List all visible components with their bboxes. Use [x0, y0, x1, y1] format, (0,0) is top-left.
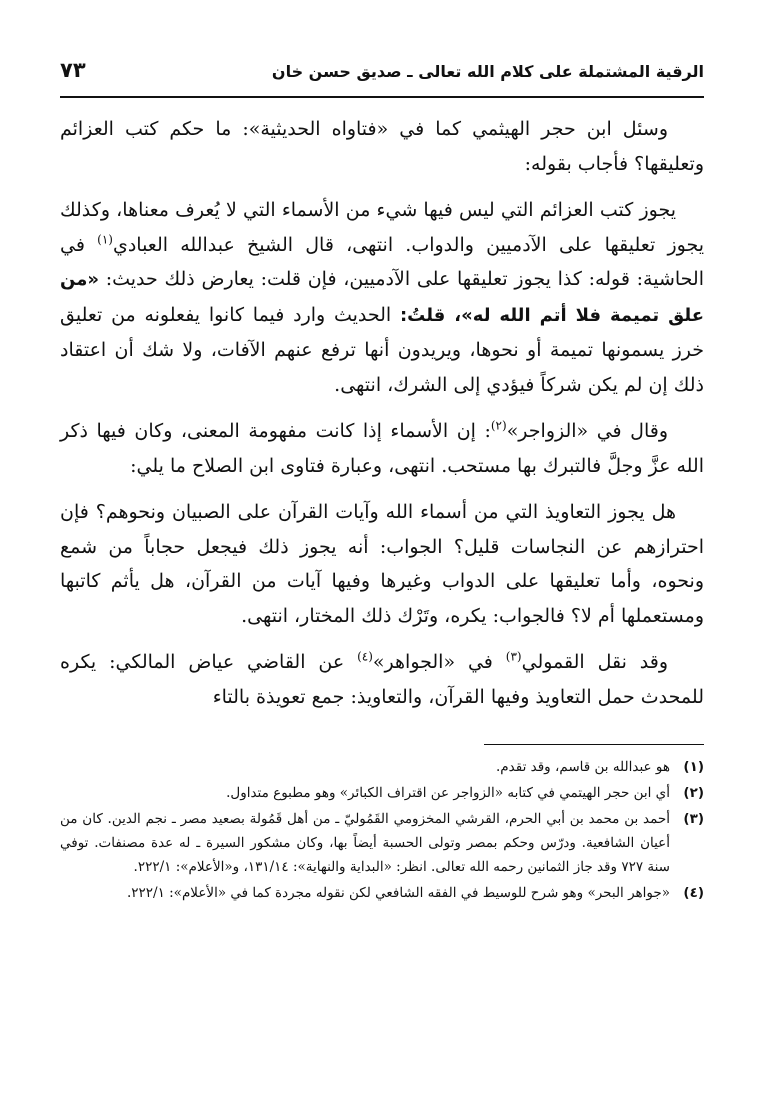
paragraph-5 — [60, 645, 704, 714]
footnote-number: (١) — [683, 759, 704, 775]
footnotes — [60, 755, 704, 905]
footnote-text: أي ابن حجر الهيتمي في كتابه «الزواجر عن اقتراف الكبائر» وهو مطبوع متداول. — [226, 785, 670, 801]
footnote-ref-2: (٢) — [490, 418, 507, 433]
paragraph-3-text-a: وقال في «الزواجر» — [506, 420, 668, 442]
paragraph-2-text-a: يجوز كتب العزائم التي ليس فيها شيء من الأسماء التي لا يُعرف معناها، وكذلك يجوز تعليقها على الآدميين والدواب. انتهى، قال الشيخ عبدالله العبادي — [60, 199, 704, 256]
paragraph-2-text-b: في الحاشية: قوله: كذا يجوز تعليقها على الآدميين، فإن قلت: يعارض ذلك حديث: — [60, 233, 704, 290]
paragraph-4-text: هل يجوز التعاويذ التي من أسماء الله وآيات القرآن على الصبيان ونحوهم؟ فإن احترازهم عن النجاسات قليل؟ الجواب: أنه يجوز ذلك فيجعل حجاباً من شمع ونحوه، وأما تعليقها على الدواب وغيرها وفيها آيات من القرآن، هل يأثم كاتبها ومستعملها أم لا؟ فالجواب: يكره، وتَرْك ذلك المختار، انتهى. — [60, 501, 704, 627]
footnote-number: (٢) — [683, 785, 704, 801]
paragraph-5-text-a: وقد نقل القمولي — [521, 651, 668, 673]
paragraph-2 — [60, 193, 704, 402]
paragraph-5-text-b: في «الجواهر» — [372, 651, 506, 673]
footnote-number: (٤) — [683, 885, 704, 901]
header-divider — [60, 96, 704, 98]
footnote-text: أحمد بن محمد بن أبي الحرم، القرشي المخزومي القَمُوليّ ـ من أهل قَمُولة بصعيد مصر ـ نجم الدين. كان من أعيان الشافعية. ودرّس وحكم بمصر وتولى الحسبة أيضاً بها، وكان مشكور السيرة ـ له عدة مصنفات. توفي سنة ٧٢٧ وقد جاز الثمانين رحمه الله تعالى. انظر: «البداية والنهاية»: ١٣١/١٤، و«الأعلام»: ٢٢٢/١. — [60, 811, 670, 875]
paragraph-5-text-c: عن القاضي عياض المالكي: يكره للمحدث حمل التعاويذ وفيها القرآن، والتعاويذ: جمع تعويذة بالتاء — [60, 651, 704, 708]
running-header — [60, 58, 704, 90]
footnote-text: هو عبدالله بن قاسم، وقد تقدم. — [496, 759, 670, 775]
footnote-number: (٣) — [683, 811, 704, 827]
footnote — [60, 807, 704, 879]
paragraph-1-text: وسئل ابن حجر الهيثمي كما في «فتاواه الحديثية»: ما حكم كتب العزائم وتعليقها؟ فأجاب بقوله: — [60, 118, 704, 175]
footnote — [60, 755, 704, 779]
paragraph-1 — [60, 112, 704, 181]
hadith-quote: «من علق تميمة فلا أتم الله له»، قلتُ: — [60, 269, 704, 326]
paragraph-3-text-b: : إن الأسماء إذا كانت مفهومة المعنى، وكان فيها ذكر الله عزَّ وجلَّ فالتبرك بها مستحب. انتهى، وعبارة فتاوى ابن الصلاح ما يلي: — [60, 420, 704, 477]
page-number: ٧٣ — [60, 58, 86, 82]
footnote-ref-3: (٣) — [505, 649, 522, 664]
footnote-divider — [484, 744, 704, 745]
header-title: الرقية المشتملة على كلام الله تعالى ـ صديق حسن خان — [271, 62, 704, 81]
footnote-text: «جواهر البحر» وهو شرح للوسيط في الفقه الشافعي لكن نقوله مجردة كما في «الأعلام»: ٢٢٢/١. — [126, 885, 670, 901]
footnote — [60, 881, 704, 905]
footnote-ref-4: (٤) — [357, 649, 373, 664]
main-text — [60, 112, 704, 714]
paragraph-2-text-c: الحديث وارد فيما كانوا يفعلونه من تعليق خرز يسمونها تميمة أو نحوها، ويريدون أنها ترفع عنهم الآفات، ولا شك أن اعتقاد ذلك إن لم يكن شركاً فيؤدي إلى الشرك، انتهى. — [60, 303, 704, 396]
paragraph-3 — [60, 414, 704, 483]
footnote-ref-1: (١) — [97, 232, 113, 247]
footnote — [60, 781, 704, 805]
paragraph-4 — [60, 495, 704, 633]
